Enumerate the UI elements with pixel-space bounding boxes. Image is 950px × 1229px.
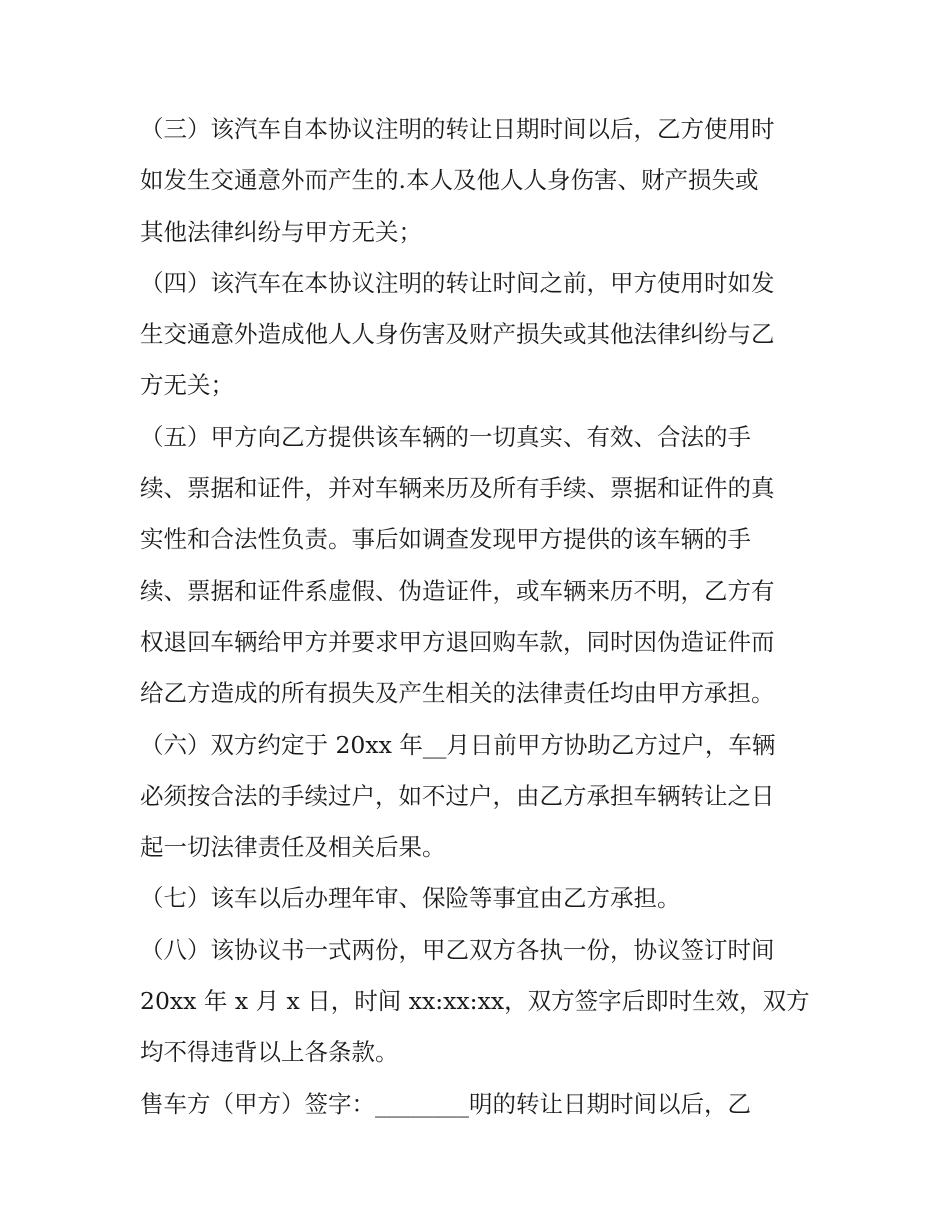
clause-4-line-1: （四）该汽车在本协议注明的转让时间之前，甲方使用时如发 bbox=[140, 268, 775, 297]
clause-5-line-5: 权退回车辆给甲方并要求甲方退回购车款，同时因伪造证件而 bbox=[140, 627, 775, 656]
clause-3-line-2: 如发生交通意外而产生的.本人及他人人身伤害、财产损失或 bbox=[140, 166, 759, 195]
clause-6-line-3: 起一切法律责任及相关后果。 bbox=[140, 833, 446, 862]
clause-8-line-3: 均不得违背以上各条款。 bbox=[140, 1038, 399, 1067]
clause-5-line-6: 给乙方造成的所有损失及产生相关的法律责任均由甲方承担。 bbox=[140, 679, 775, 708]
clause-5-line-4: 续、票据和证件系虚假、伪造证件，或车辆来历不明，乙方有 bbox=[140, 576, 775, 605]
document-body bbox=[140, 104, 820, 1130]
clause-4-line-2: 生交通意外造成他人人身伤害及财产损失或其他法律纠纷与乙 bbox=[140, 320, 775, 349]
clause-4-line-3: 方无关； bbox=[140, 371, 234, 400]
clause-7-line-1: （七）该车以后办理年审、保险等事宜由乙方承担。 bbox=[140, 884, 681, 913]
clause-8-line-2: 20xx 年 x 月 x 日，时间 xx:xx:xx，双方签字后即时生效，双方 bbox=[140, 987, 810, 1016]
clause-5-line-2: 续、票据和证件，并对车辆来历及所有手续、票据和证件的真 bbox=[140, 474, 775, 503]
clause-3-line-3: 其他法律纠纷与甲方无关； bbox=[140, 217, 422, 246]
clause-6-line-1: （六）双方约定于 20xx 年__月日前甲方协助乙方过户，车辆 bbox=[140, 730, 776, 759]
clause-8-line-1: （八）该协议书一式两份，甲乙双方各执一份，协议签订时间 bbox=[140, 935, 775, 964]
clause-5-line-3: 实性和合法性负责。事后如调查发现甲方提供的该车辆的手 bbox=[140, 525, 751, 554]
clause-3-line-1: （三）该汽车自本协议注明的转让日期时间以后，乙方使用时 bbox=[140, 115, 775, 143]
seller-signature-line: 售车方（甲方）签字：________明的转让日期时间以后，乙 bbox=[140, 1089, 751, 1118]
clause-5-line-1: （五）甲方向乙方提供该车辆的一切真实、有效、合法的手 bbox=[140, 422, 751, 451]
clause-6-line-2: 必须按合法的手续过户，如不过户，由乙方承担车辆转让之日 bbox=[140, 781, 775, 810]
